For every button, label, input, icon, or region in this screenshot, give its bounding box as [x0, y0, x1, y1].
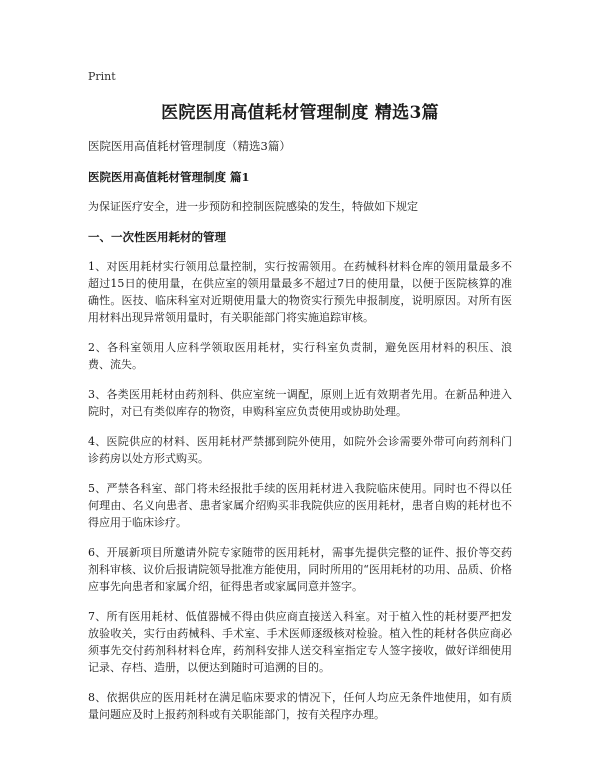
paragraph-5: 5、严禁各科室、部门将未经报批手续的医用耗材进入我院临床使用。同时也不得以任何理由、名义向患者、患者家属介绍购买非我院供应的医用耗材，患者自购的耗材也不得应用于临床诊疗。 — [88, 482, 512, 529]
paragraph-2: 2、各科室领用人应科学领取医用耗材，实行科室负责制，避免医用材料的积压、浪费、流失。 — [88, 341, 512, 371]
intro-paragraph: 为保证医疗安全，进一步预防和控制医院感染的发生，特做如下规定 — [88, 200, 418, 213]
document-subtitle: 医院医用高值耗材管理制度（精选3篇） — [88, 139, 291, 153]
paragraph-7: 7、所有医用耗材、低值器械不得由供应商直接送入科室。对于植入性的耗材要严把发放验收关，实行由药械科、手术室、手术医师逐级核对检验。植入性的耗材各供应商必须事先交付药剂科材料仓库，药剂科安排人送交科室指定专人签字接收，做好详细使用记录、存档、造册，以便达到随时可追溯的目的。 — [88, 610, 512, 674]
document-title: 医院医用高值耗材管理制度 精选3篇 — [161, 103, 439, 123]
paragraph-1: 1、对医用耗材实行领用总量控制，实行按需领用。在药械科材料仓库的领用量最多不超过15日的使用量，在供应室的领用量最多不超过7日的使用量，以便于医院核算的准确性。医技、临床科室对近期使用量大的物资实行预先申报制度，说明原因。对所有医用材料出现异常领用量时，有关职能部门将实施追踪审核。 — [88, 260, 512, 324]
subsection-title: 一、一次性医用耗材的管理 — [88, 230, 226, 244]
section-title: 医院医用高值耗材管理制度 篇1 — [88, 170, 250, 184]
paragraph-8: 8、依据供应的医用耗材在满足临床要求的情况下，任何人均应无条件地使用，如有质量问题应及时上报药剂科或有关职能部门，按有关程序办理。 — [88, 691, 512, 721]
paragraph-4: 4、医院供应的材料、医用耗材严禁挪到院外使用，如院外会诊需要外带可向药剂科门诊药房以处方形式购买。 — [88, 435, 512, 465]
paragraph-3: 3、各类医用耗材由药剂科、供应室统一调配，原则上近有效期者先用。在新品种进入院时，对已有类似库存的物资，申购科室应负责使用或协助处理。 — [88, 388, 512, 418]
paragraph-6: 6、开展新项目所邀请外院专家随带的医用耗材，需事先提供完整的证件、报价等交药剂科审核、议价后报请院领导批准方能使用，同时所用的“医用耗材的功用、品质、价格应事先向患者和家属介绍，征得患者或家属同意并签字。 — [88, 546, 512, 593]
print-label: Print — [88, 70, 116, 83]
